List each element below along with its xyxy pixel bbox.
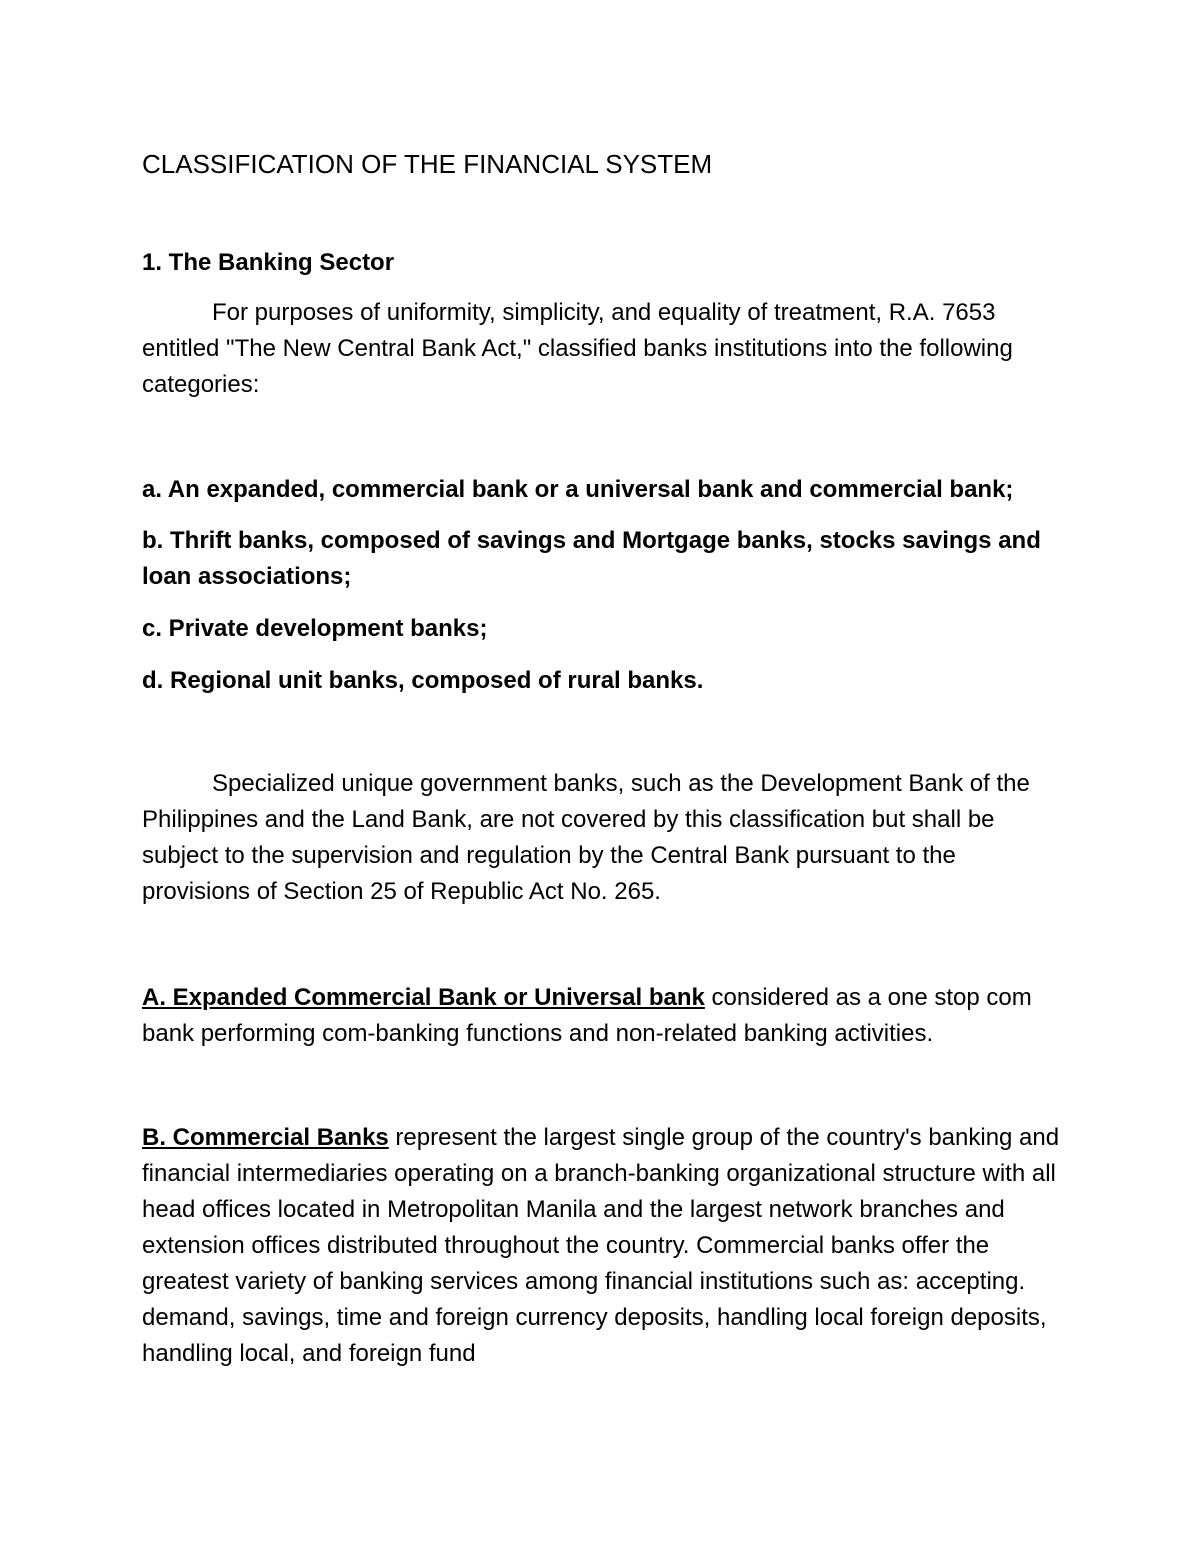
category-item-a: a. An expanded, commercial bank or a universal bank and commercial bank; (142, 476, 1014, 503)
section-a-term: A. Expanded Commercial Bank or Universal bank (142, 984, 705, 1011)
section-b-text: represent the largest single group of the country's banking and financial intermediaries operating on a branch-banking organizational structure with all head offices located in Metropolitan Manila and the largest network branches and extension offices distributed throughout the country. Commercial banks offer the greatest variety of banking services among financial institutions such as: accepting. demand, savings, time and foreign currency deposits, handling local foreign deposits, handling local, and foreign fund (142, 1124, 1060, 1367)
document-title: CLASSIFICATION OF THE FINANCIAL SYSTEM (142, 149, 713, 179)
section-a-text: considered as a one stop com bank performing com-banking functions and non-related banking activities. (142, 984, 1032, 1047)
category-item-b: b. Thrift banks, composed of savings and Mortgage banks, stocks savings and loan associations; (142, 527, 1041, 590)
category-item-c: c. Private development banks; (142, 615, 488, 642)
category-item-d: d. Regional unit banks, composed of rural banks. (142, 667, 704, 694)
section-a-paragraph (142, 980, 1062, 1052)
section-b-paragraph (142, 1120, 1062, 1372)
intro-paragraph: For purposes of uniformity, simplicity, and equality of treatment, R.A. 7653 entitled "The New Central Bank Act," classified banks institutions into the following categories: (142, 299, 1013, 398)
section-heading: 1. The Banking Sector (142, 249, 395, 276)
specialized-banks-paragraph: Specialized unique government banks, such as the Development Bank of the Philippines and the Land Bank, are not covered by this classification but shall be subject to the supervision and regulation by the Central Bank pursuant to the provisions of Section 25 of Republic Act No. 265. (142, 770, 1030, 905)
section-b-term: B. Commercial Banks (142, 1124, 389, 1151)
